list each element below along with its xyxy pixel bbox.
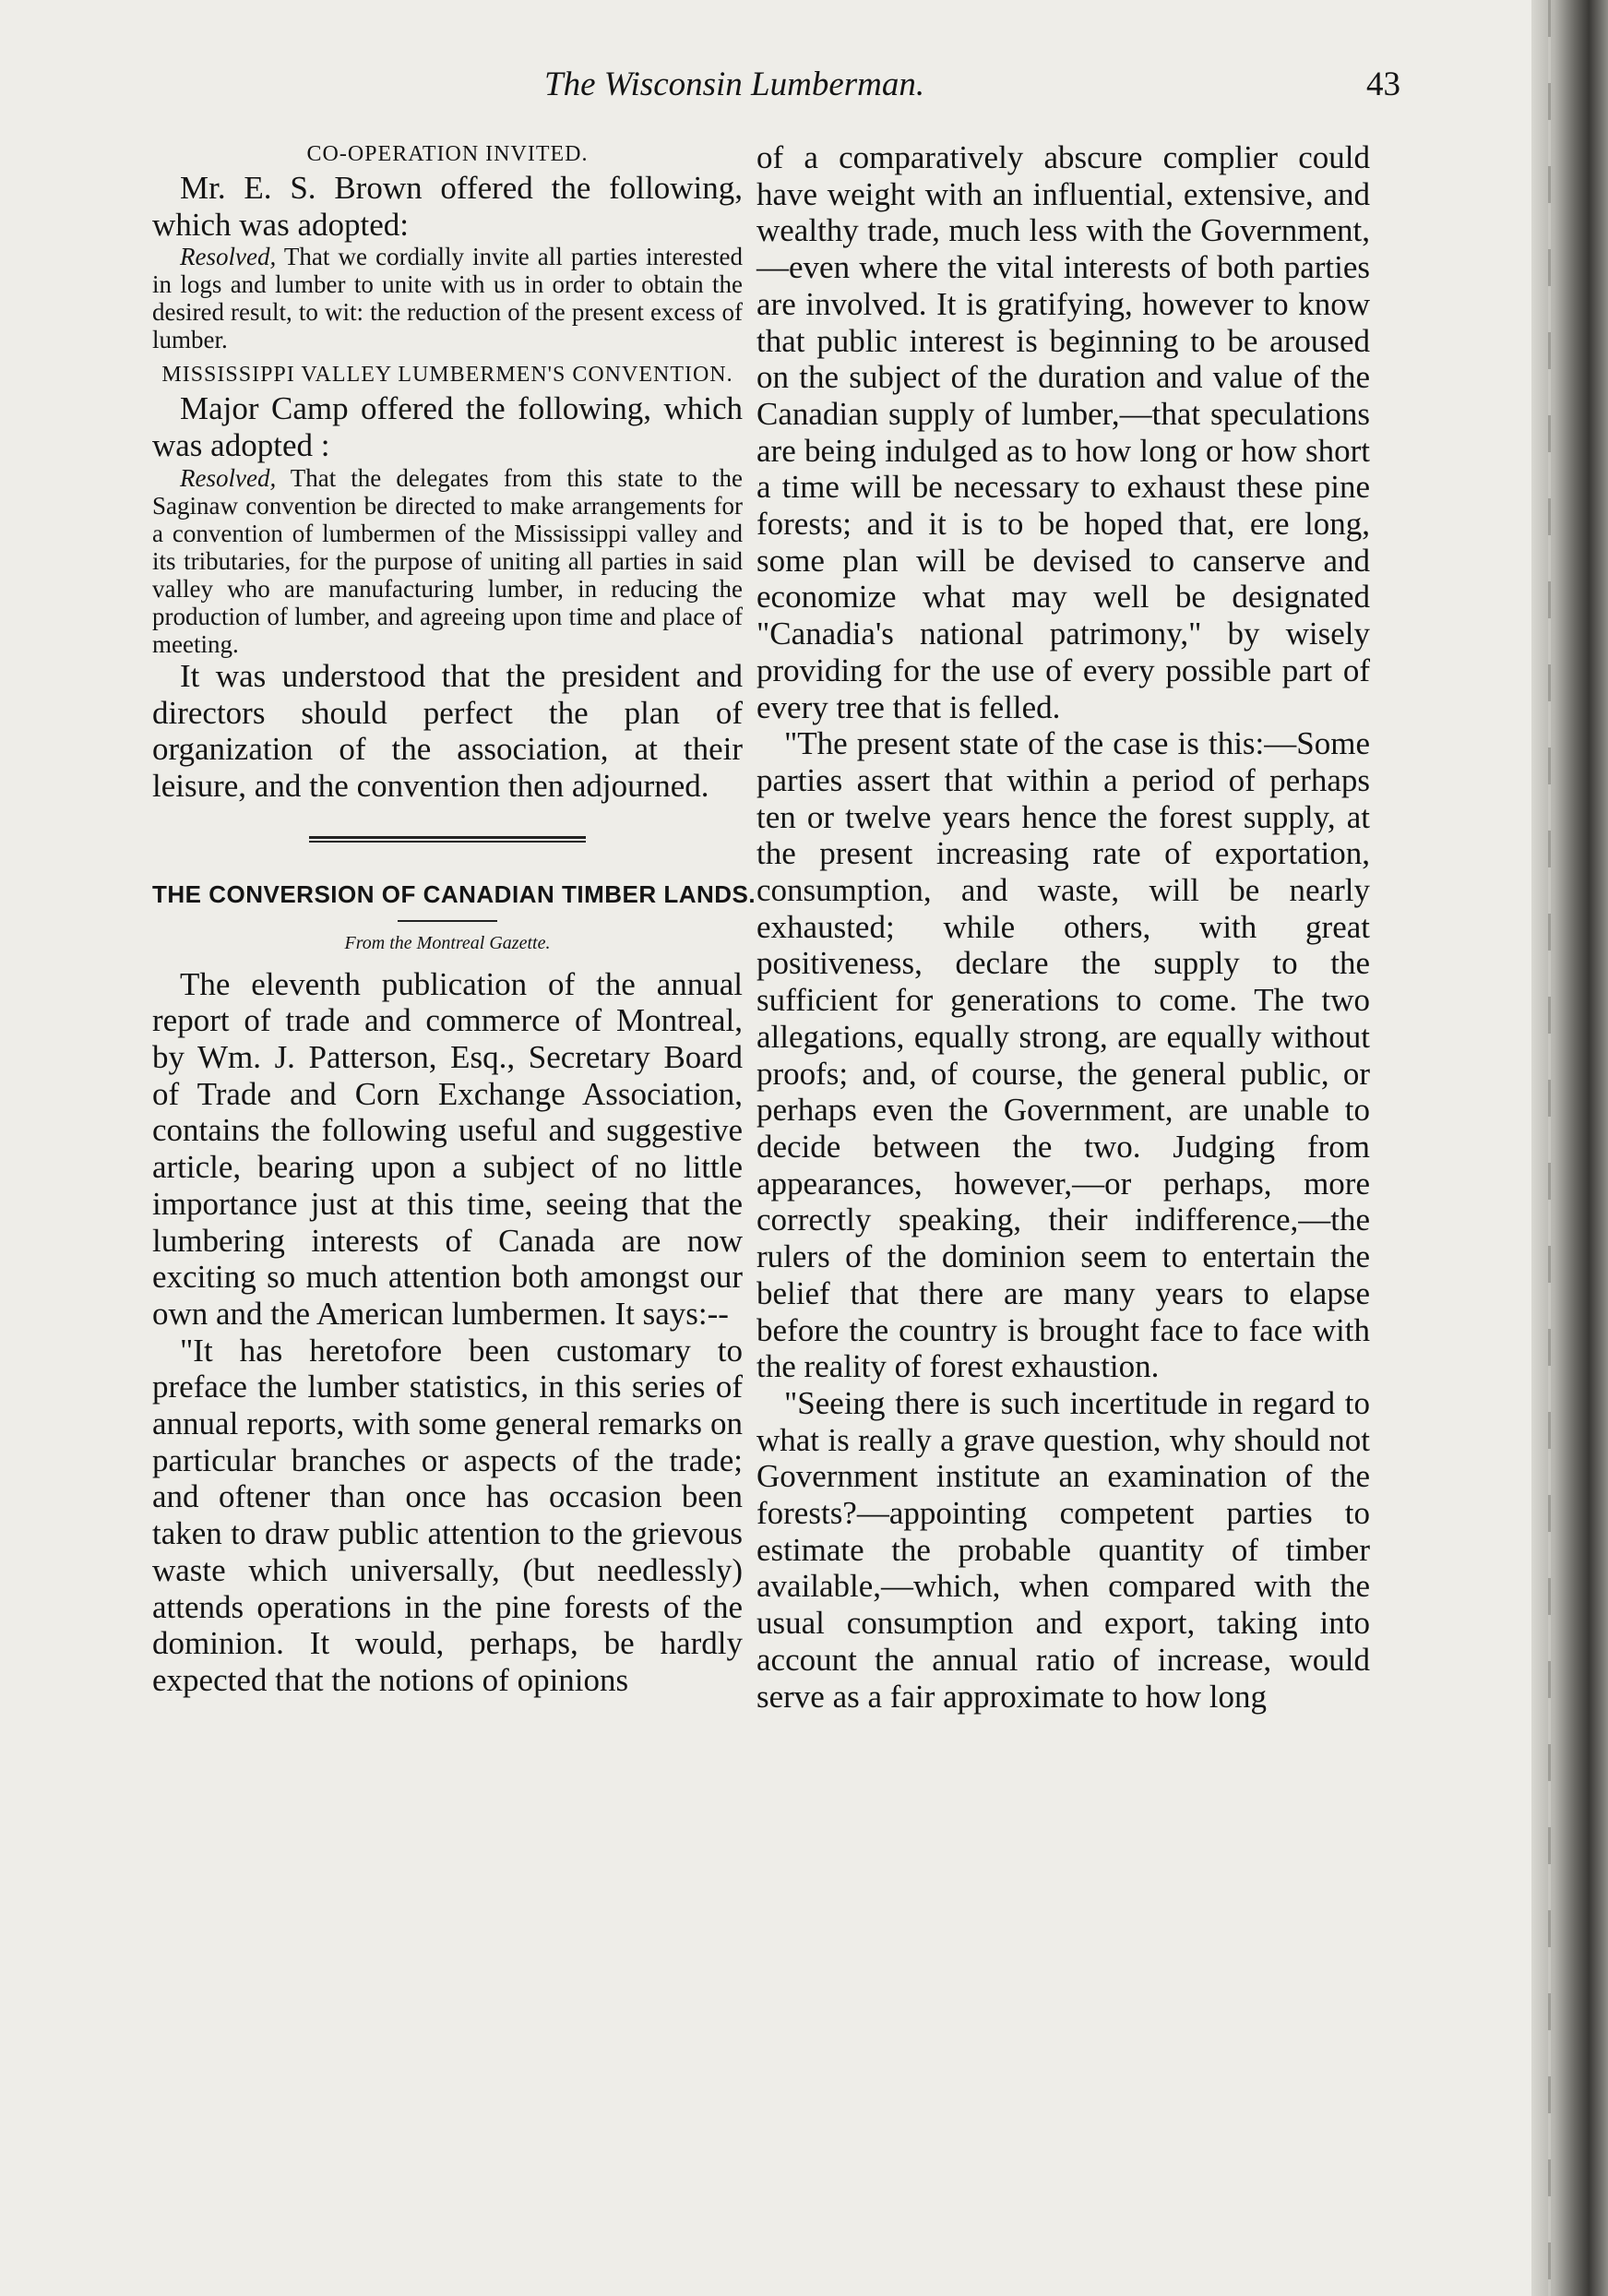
- closing-paragraph: It was understood that the president and directors should perfect the plan of organization of the association, at their leisure, and the convention then adjourned.: [152, 657, 743, 804]
- resolution-convention: [152, 464, 743, 658]
- page-number: 43: [1366, 66, 1400, 103]
- article-paragraph: of a comparatively abscure complier could have weight with an influential, extensive, and wealthy trade, much less with the Government,—even where the vital interests of both parties are involved. It is gratifying, however to know that public interest is beginning to be aroused on the subject of the duration and value of the Canadian supply of lumber,—that speculations are being indulged as to how long or how short a time will be necessary to exhaust these pine forests; and it is to be hoped that, ere long, some plan will be devised to canserve and economize what may well be designated "Canadia's national patrimony," by wisely providing for the use of every possible part of every tree that is felled.: [756, 139, 1370, 725]
- article-paragraph: The eleventh publication of the annual report of trade and commerce of Montreal, by Wm. J. Patterson, Esq., Secretary Board of Trade and Corn Exchange Association, contains the following useful and suggestive article, bearing upon a subject of no little importance just at this time, seeing that the lumbering interests of Canada are now exciting so much attention both amongst our own and the American lumbermen. It says:--: [152, 965, 743, 1332]
- book-spine-edge: [1531, 0, 1608, 2296]
- resolved-label: Resolved,: [180, 463, 277, 492]
- left-column: [152, 140, 756, 1699]
- article-paragraph: "The present state of the case is this:—Some parties assert that within a period of perhaps ten or twelve years hence the forest supply, at the present increasing rate of exportation, consumption, and waste, will be nearly exhausted; while others, with great positiveness, declare the supply to the sufficient for generations to come. The two allegations, equally strong, are equally without proofs; and, of course, the general public, or perhaps even the Government, are unable to decide between the two. Judging from appearances, however,—or perhaps, more correctly speaking, their indifference,—the rulers of the dominion seem to entertain the belief that there are many years to elapse before the country is brought face to face with the reality of forest exhaustion.: [756, 725, 1370, 1385]
- resolution-text: That the delegates from this state to the Saginaw convention be directed to make arrangements for a convention of lumbermen of the Mississippi valley and its tributaries, for the purpose of uniting all parties in said valley who are manufacturing lumber, in reducing the production of lumber, and agreeing upon time and place of meeting.: [152, 463, 743, 658]
- resolved-label: Resolved,: [180, 243, 277, 271]
- section-divider: [309, 836, 586, 843]
- article-title: THE CONVERSION OF CANADIAN TIMBER LANDS.: [152, 879, 756, 908]
- resolution-cooperation: [152, 243, 743, 353]
- article-paragraph: "It has heretofore been customary to preface the lumber statistics, in this series of annual reports, with some general remarks on particular branches or aspects of the trade; and oftener than once has occasion been taken to draw public attention to the grievous waste which universally, (but needlessly) attends operations in the pine forests of the dominion. It would, perhaps, be hardly expected that the notions of opinions: [152, 1332, 743, 1698]
- article-source: From the Montreal Gazette.: [344, 932, 551, 953]
- right-column: [756, 139, 1370, 1715]
- section-intro-camp: Major Camp offered the following, which was adopted :: [152, 390, 743, 464]
- article-paragraph: "Seeing there is such incertitude in regard to what is really a grave question, why should not Government institute an examination of the forests?—appointing competent parties to estimate the probable quantity of timber available,—which, when compared with the usual consumption and export, taking into account the annual ratio of increase, would serve as a fair approximate to how long: [756, 1384, 1370, 1715]
- section-heading-cooperation: CO-OPERATION INVITED.: [306, 142, 589, 166]
- title-rule: [398, 920, 497, 922]
- resolution-text: That we cordially invite all parties interested in logs and lumber to unite with us in order to obtain the desired result, to wit: the reduction of the present excess of lumber.: [152, 243, 743, 354]
- section-intro-brown: Mr. E. S. Brown offered the following, which was adopted:: [152, 170, 743, 243]
- running-header: The Wisconsin Lumberman.: [544, 66, 925, 103]
- section-heading-convention: MISSISSIPPI VALLEY LUMBERMEN'S CONVENTION.: [161, 363, 733, 388]
